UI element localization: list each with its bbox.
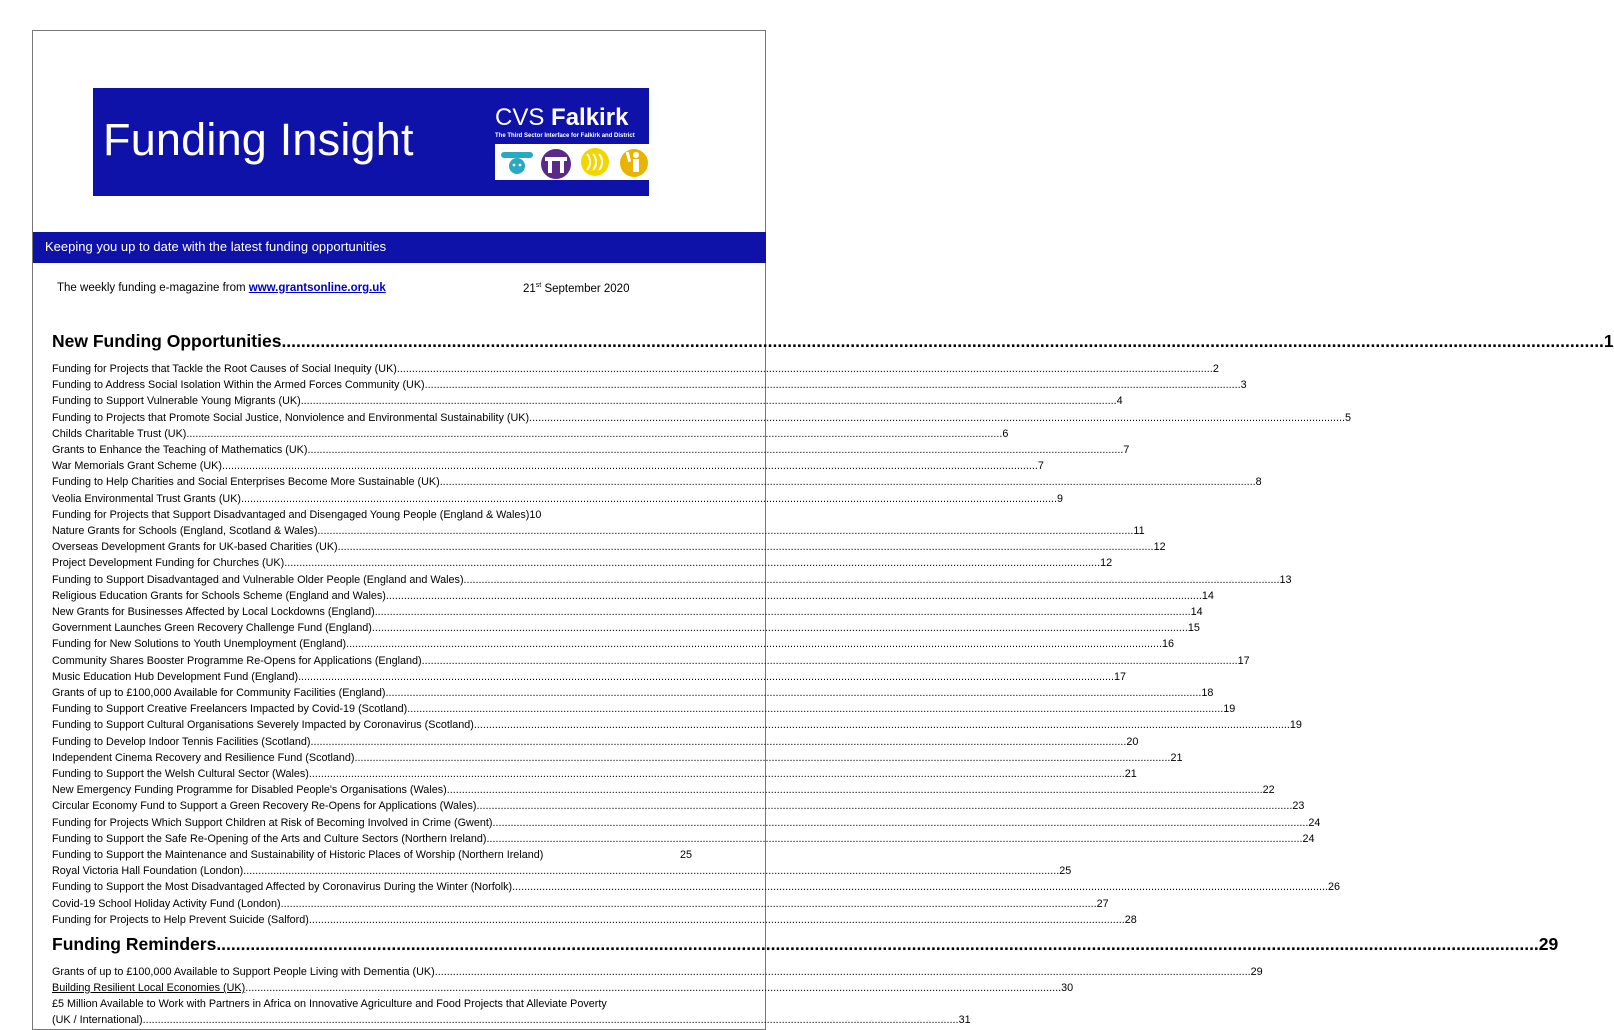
toc-entry-title: Funding to Address Social Isolation Within the Armed Forces Community (UK) xyxy=(52,379,425,392)
toc-entry-title: Funding to Support Vulnerable Young Migrants (UK) xyxy=(52,395,301,408)
toc-entry-page: 17 xyxy=(1237,654,1250,667)
toc-entry-title: £5 Million Available to Work with Partners in Africa on Innovative Agriculture and Food Projects that Alleviate Poverty xyxy=(52,998,607,1010)
leader-dots xyxy=(338,540,1154,554)
toc-entry-title: Grants to Enhance the Teaching of Mathematics (UK) xyxy=(52,444,308,456)
toc-entry-title: Funding to Support Creative Freelancers Impacted by Covid-19 (Scotland) xyxy=(52,703,408,716)
toc-entry-title: Funding to Help Charities and Social Enterprises Become More Sustainable (UK) xyxy=(52,476,440,489)
toc-entry[interactable] xyxy=(52,848,692,862)
leader-dots xyxy=(309,767,1125,781)
toc-entry-title: Grants of up to £100,000 Available to Support People Living with Dementia (UK) xyxy=(52,966,435,978)
intro-line xyxy=(57,282,386,294)
logo-tagline: The Third Sector Interface for Falkirk and District xyxy=(495,133,635,139)
toc-entry[interactable] xyxy=(52,443,1130,457)
toc-entry[interactable] xyxy=(52,702,1236,716)
section-title: Funding Reminders xyxy=(52,934,217,954)
person-waving-icon xyxy=(616,146,652,178)
person-icon xyxy=(499,146,535,178)
cvs-falkirk-logo xyxy=(495,104,655,180)
toc-entry-title: Funding for Projects that Tackle the Root Causes of Social Inequity (UK) xyxy=(52,363,397,375)
grantsonline-link[interactable]: www.grantsonline.org.uk xyxy=(248,282,386,294)
leader-dots xyxy=(397,362,1213,376)
toc-entry-page: 19 xyxy=(1289,719,1302,732)
toc-entry-page: 23 xyxy=(1292,800,1305,813)
toc-entry-page: 12 xyxy=(1153,541,1166,554)
toc-entry-title: Music Education Hub Development Fund (England) xyxy=(52,670,299,683)
toc-entry[interactable] xyxy=(52,965,1263,979)
leader-dots xyxy=(281,329,1603,353)
leader-dots xyxy=(422,654,1238,668)
leader-dots xyxy=(298,670,1114,684)
toc-entry[interactable] xyxy=(52,864,1072,878)
toc-entry-page: 5 xyxy=(1345,411,1352,424)
toc-entry-title: New Emergency Funding Programme for Disabled People's Organisations (Wales) xyxy=(52,784,447,797)
toc-entry-page: 3 xyxy=(1240,379,1247,392)
toc-entry-title: Funding to Support Cultural Organisations Severely Impacted by Coronavirus (Scotland) xyxy=(52,719,474,732)
toc-entry-page: 7 xyxy=(1123,444,1130,456)
leader-dots xyxy=(222,459,1038,473)
toc-entry-title: Overseas Development Grants for UK-based Charities (UK) xyxy=(52,541,338,554)
toc-entry-page: 25 xyxy=(1059,865,1072,878)
toc-entry-title: War Memorials Grant Scheme (UK) xyxy=(52,460,222,473)
toc-entry-title: Funding to Projects that Promote Social Justice, Nonviolence and Environmental Sustainability (UK) xyxy=(52,411,530,424)
toc-entry-page: 25 xyxy=(679,849,692,861)
soundwave-icon xyxy=(577,146,613,178)
toc-entry-page: 14 xyxy=(1201,589,1214,602)
toc-entry[interactable] xyxy=(52,981,1074,995)
toc-entry-title: Building Resilient Local Economies (UK) xyxy=(52,982,246,994)
toc-entry-page: 8 xyxy=(1255,476,1262,489)
toc-entry[interactable] xyxy=(52,832,1315,846)
leader-dots xyxy=(476,799,1292,813)
leader-dots xyxy=(407,702,1223,716)
toc-entry-page: 24 xyxy=(1302,832,1315,845)
toc-entry[interactable] xyxy=(52,459,1044,473)
leader-dots xyxy=(243,864,1059,878)
toc-entry[interactable] xyxy=(52,686,1214,700)
toc-entry[interactable] xyxy=(52,492,1063,506)
toc-entry-title: Veolia Environmental Trust Grants (UK) xyxy=(52,492,242,505)
toc-entry-page: 21 xyxy=(1170,751,1183,764)
issue-date xyxy=(523,282,629,295)
leader-dots xyxy=(447,783,1263,797)
toc-entry-title: New Grants for Businesses Affected by Local Lockdowns (England) xyxy=(52,606,375,618)
leader-dots xyxy=(492,816,1308,830)
toc-entry-title: Funding to Support the Welsh Cultural Sector (Wales) xyxy=(52,768,309,780)
toc-entry-title: Government Launches Green Recovery Challenge Fund (England) xyxy=(52,622,372,635)
leader-dots xyxy=(307,443,1123,457)
toc-entry[interactable] xyxy=(52,621,1200,635)
header-banner xyxy=(93,88,649,196)
toc-entry-page: 30 xyxy=(1061,982,1074,994)
leader-dots xyxy=(474,718,1290,732)
toc-entry-title: Funding for New Solutions to Youth Unemployment (England) xyxy=(52,638,347,651)
leader-dots xyxy=(355,751,1171,765)
table-icon xyxy=(538,146,574,178)
toc-entry[interactable] xyxy=(52,880,1341,894)
toc-entry[interactable] xyxy=(52,378,1247,392)
toc-entry-page: 2 xyxy=(1212,363,1219,375)
toc-entry-title: Covid-19 School Holiday Activity Fund (London) xyxy=(52,897,281,910)
section-page: 29 xyxy=(1538,934,1559,954)
toc-entry[interactable] xyxy=(52,540,1166,554)
section-page: 1 xyxy=(1603,331,1614,351)
toc-entry[interactable] xyxy=(52,589,1214,603)
toc-entry[interactable] xyxy=(52,718,1302,732)
logo-wordmark xyxy=(495,104,655,132)
leader-dots xyxy=(512,880,1328,894)
date-suffix: st xyxy=(535,282,542,289)
toc-entry-page: 7 xyxy=(1037,460,1044,473)
toc-entry[interactable] xyxy=(52,751,1183,765)
toc-entry-page: 26 xyxy=(1328,881,1341,894)
toc-entry[interactable] xyxy=(52,394,1123,408)
toc-entry[interactable] xyxy=(52,427,1009,441)
toc-entry-page: 13 xyxy=(1279,573,1292,586)
leader-dots xyxy=(386,589,1202,603)
tagline-text: Keeping you up to date with the latest funding opportunities xyxy=(45,239,387,254)
toc-entry[interactable] xyxy=(52,605,1203,619)
toc-entry-page: 31 xyxy=(958,1014,971,1026)
toc-entry-page: 29 xyxy=(1250,966,1263,978)
toc-entry-title: Funding for Projects Which Support Children at Risk of Becoming Involved in Crime (Gwent) xyxy=(52,816,493,829)
leader-dots xyxy=(245,981,1061,995)
leader-dots xyxy=(281,897,1097,911)
leader-dots xyxy=(241,492,1057,506)
toc-entry[interactable] xyxy=(52,1013,971,1027)
leader-dots xyxy=(284,556,1100,570)
leader-dots xyxy=(143,1013,959,1027)
toc-entry[interactable] xyxy=(52,799,1305,813)
toc-entry-title: Independent Cinema Recovery and Resilience Fund (Scotland) xyxy=(52,751,355,764)
toc-entry[interactable] xyxy=(52,362,1219,376)
toc-entry[interactable] xyxy=(52,735,1139,749)
toc-entry[interactable] xyxy=(52,524,1145,538)
leader-dots xyxy=(464,573,1280,587)
leader-dots xyxy=(385,686,1201,700)
leader-dots xyxy=(372,621,1188,635)
toc-entry[interactable] xyxy=(52,475,1262,489)
toc-entry[interactable] xyxy=(52,508,637,522)
section-heading-new-funding[interactable] xyxy=(52,329,1614,353)
toc-entry-title: Funding to Support Disadvantaged and Vulnerable Older People (England and Wales) xyxy=(52,573,464,586)
toc-entry[interactable] xyxy=(52,670,1127,684)
toc-entry-page: 15 xyxy=(1187,622,1200,635)
leader-dots xyxy=(317,524,1133,538)
logo-icon-strip xyxy=(495,144,655,180)
toc-entry-page: 14 xyxy=(1190,606,1203,618)
date-rest: September 2020 xyxy=(541,282,630,295)
toc-entry-page: 28 xyxy=(1124,913,1137,926)
toc-entry-title: Funding for Projects that Support Disadvantaged and Disengaged Young People (England & Wales) xyxy=(52,508,530,521)
toc-entry-title: Nature Grants for Schools (England, Scotland & Wales) xyxy=(52,525,318,537)
leader-dots xyxy=(346,637,1162,651)
toc-entry-page: 9 xyxy=(1056,492,1063,505)
toc-entry-title: Project Development Funding for Churches (UK) xyxy=(52,557,285,570)
toc-entry[interactable] xyxy=(52,411,1352,425)
toc-entry-title: Grants of up to £100,000 Available for Community Facilities (England) xyxy=(52,687,386,699)
logo-text-bold: Falkirk xyxy=(551,104,629,131)
toc-entry-page: 12 xyxy=(1100,557,1113,570)
toc-entry-title: Religious Education Grants for Schools Scheme (England and Wales) xyxy=(52,589,386,602)
leader-dots xyxy=(310,735,1126,749)
toc-entry[interactable] xyxy=(52,897,1109,911)
toc-entry-page: 24 xyxy=(1308,816,1321,829)
logo-text-light: CVS xyxy=(495,104,545,131)
toc-entry-page: 22 xyxy=(1262,784,1275,797)
toc-entry-title: Funding to Support the Maintenance and Sustainability of Historic Places of Worship (Northern Ireland) xyxy=(52,849,544,861)
toc-entry-title: Childs Charitable Trust (UK) xyxy=(52,427,187,440)
leader-dots xyxy=(309,913,1125,927)
toc-entry[interactable] xyxy=(52,816,1321,830)
toc-entry-page: 18 xyxy=(1201,687,1214,699)
section-heading-funding-reminders[interactable] xyxy=(52,932,1559,956)
toc-entry[interactable] xyxy=(52,556,1113,570)
leader-dots xyxy=(487,832,1303,846)
leader-dots xyxy=(301,394,1117,408)
banner-title: Funding Insight xyxy=(103,114,414,165)
toc-entry[interactable] xyxy=(52,654,1250,668)
toc-entry-page: 19 xyxy=(1223,703,1236,716)
toc-entry-page: 10 xyxy=(529,508,542,521)
tagline-bar xyxy=(33,232,766,263)
toc-entry[interactable] xyxy=(52,573,1292,587)
toc-entry-title: Circular Economy Fund to Support a Green Recovery Re-Opens for Applications (Wales) xyxy=(52,800,477,813)
section-title: New Funding Opportunities xyxy=(52,331,282,351)
toc-entry[interactable] xyxy=(52,767,1137,781)
toc-entry-title: Community Shares Booster Programme Re-Opens for Applications (England) xyxy=(52,654,422,667)
toc-entry-title: Funding to Support the Safe Re-Opening of the Arts and Culture Sectors (Northern Ireland) xyxy=(52,832,487,845)
toc-entry-page: 4 xyxy=(1116,395,1123,408)
leader-dots xyxy=(375,605,1191,619)
toc-entry-title: Royal Victoria Hall Foundation (London) xyxy=(52,865,244,878)
toc-entry-title: Funding to Support the Most Disadvantaged Affected by Coronavirus During the Winter (Norfolk) xyxy=(52,881,513,894)
leader-dots xyxy=(425,378,1241,392)
leader-dots xyxy=(216,932,1538,956)
toc-entry-page: 11 xyxy=(1133,525,1145,537)
date-day: 21 xyxy=(523,282,536,295)
toc-entry[interactable] xyxy=(52,997,720,1011)
toc-entry-title: Funding for Projects to Help Prevent Suicide (Salford) xyxy=(52,913,309,926)
leader-dots xyxy=(435,965,1251,979)
toc-entry-page: 16 xyxy=(1162,638,1175,651)
toc-entry-page: 6 xyxy=(1002,427,1009,440)
toc-entry[interactable] xyxy=(52,637,1175,651)
intro-prefix: The weekly funding e-magazine from xyxy=(57,282,249,294)
toc-entry-page: 27 xyxy=(1096,897,1109,910)
toc-entry-page: 17 xyxy=(1114,670,1127,683)
toc-entry-page: 20 xyxy=(1126,735,1139,748)
leader-dots xyxy=(440,475,1256,489)
leader-dots xyxy=(529,411,1345,425)
toc-entry[interactable] xyxy=(52,783,1275,797)
toc-entry-page: 21 xyxy=(1124,768,1137,780)
toc-entry-title: (UK / International) xyxy=(52,1014,143,1026)
toc-entry-title: Funding to Develop Indoor Tennis Facilities (Scotland) xyxy=(52,735,311,748)
toc-entry[interactable] xyxy=(52,913,1137,927)
leader-dots xyxy=(186,427,1002,441)
